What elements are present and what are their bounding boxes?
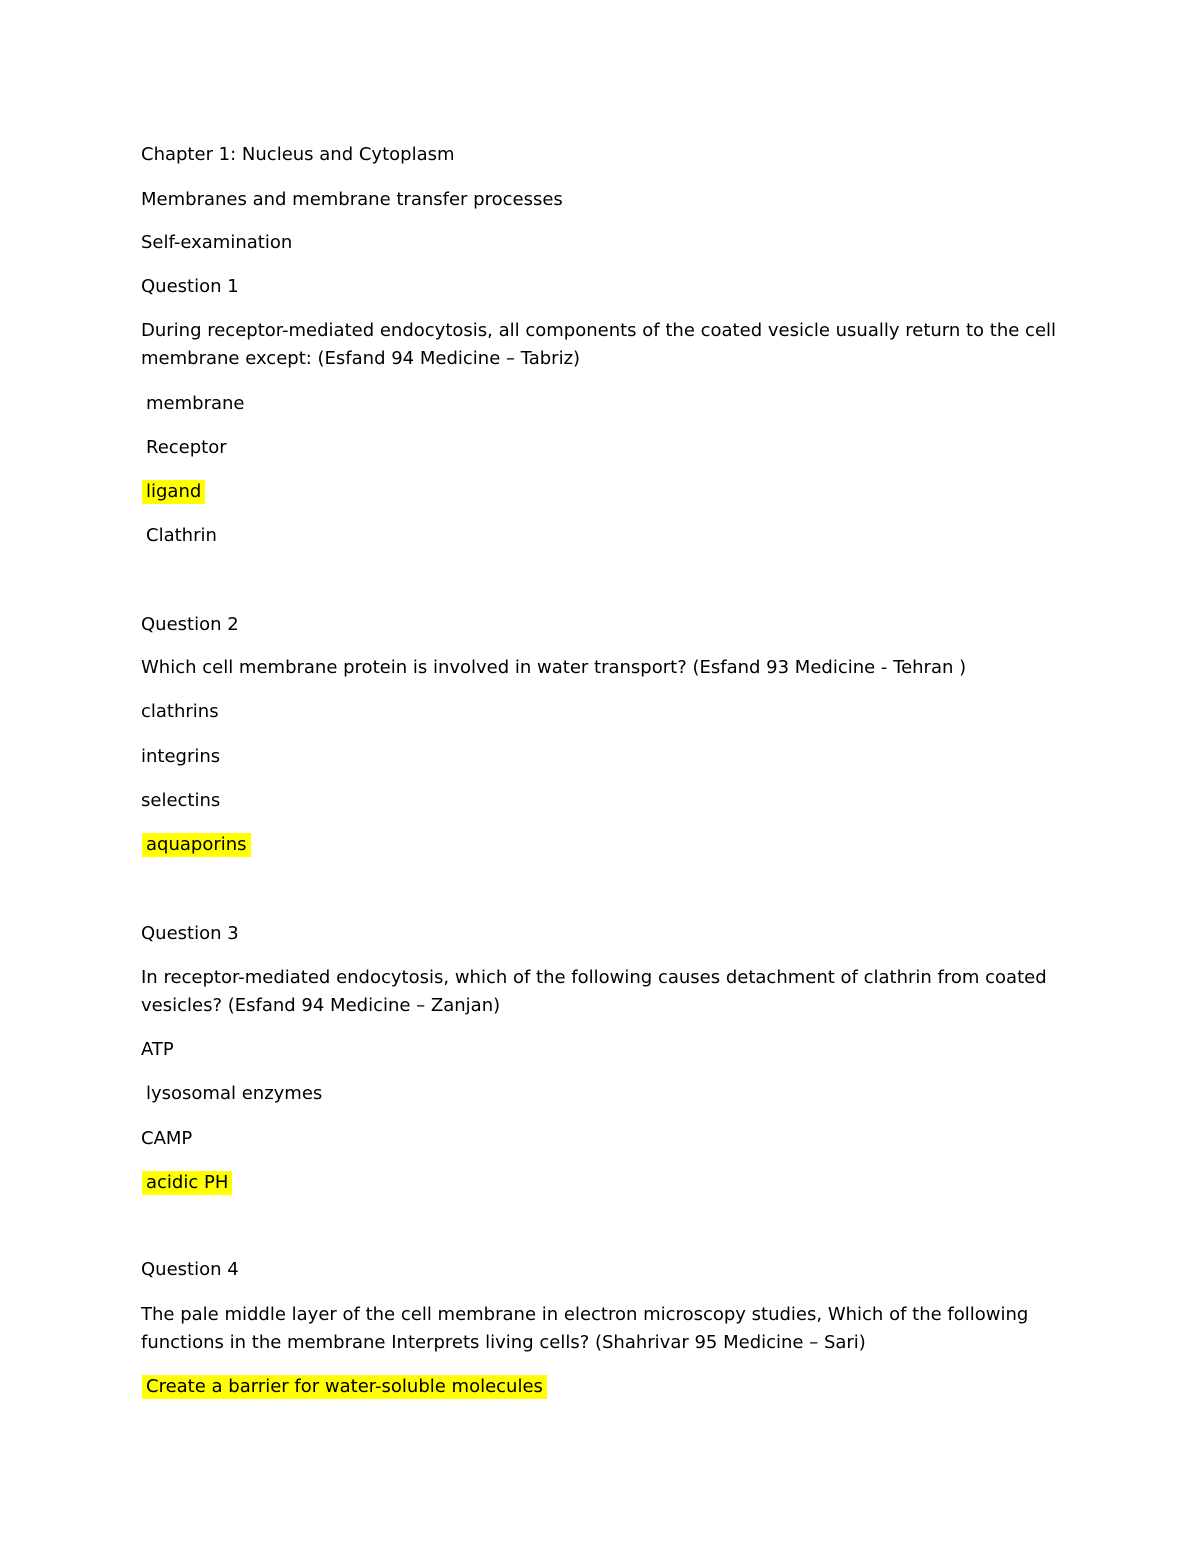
- question-4-option-1: [146, 1375, 547, 1399]
- question-1-option-3: [146, 480, 205, 504]
- question-3-option-2: lysosomal enzymes: [146, 1083, 323, 1104]
- question-3-label: Question 3: [141, 923, 239, 944]
- question-2-option-2: integrins: [141, 746, 221, 767]
- question-1-option-4: Clathrin: [146, 525, 217, 546]
- question-4-text-line2: functions in the membrane Interprets living cells? (Shahrivar 95 Medicine – Sari): [141, 1332, 866, 1353]
- question-1-option-2: Receptor: [146, 437, 227, 458]
- question-2-option-1: clathrins: [141, 701, 219, 722]
- question-4-answer-highlight: Create a barrier for water-soluble molecules: [142, 1375, 547, 1399]
- question-1-option-1: membrane: [146, 393, 245, 414]
- question-2-answer-highlight: aquaporins: [142, 833, 251, 857]
- question-1-text-line1: During receptor-mediated endocytosis, all components of the coated vesicle usually return to the cell: [141, 320, 1057, 341]
- question-4-text-line1: The pale middle layer of the cell membrane in electron microscopy studies, Which of the following: [141, 1304, 1029, 1325]
- question-3-option-4: [146, 1171, 232, 1195]
- question-1-text-line2: membrane except: (Esfand 94 Medicine – Tabriz): [141, 348, 581, 369]
- chapter-title: Chapter 1: Nucleus and Cytoplasm: [141, 144, 455, 165]
- question-3-text-line1: In receptor-mediated endocytosis, which of the following causes detachment of clathrin from coated: [141, 967, 1047, 988]
- question-2-option-4: [146, 833, 251, 857]
- question-4-label: Question 4: [141, 1259, 239, 1280]
- section-title: Membranes and membrane transfer processes: [141, 189, 563, 210]
- question-2-text-line1: Which cell membrane protein is involved in water transport? (Esfand 93 Medicine - Tehran ): [141, 657, 967, 678]
- question-3-text-line2: vesicles? (Esfand 94 Medicine – Zanjan): [141, 995, 501, 1016]
- question-1-label: Question 1: [141, 276, 239, 297]
- question-2-option-3: selectins: [141, 790, 221, 811]
- subtitle: Self-examination: [141, 232, 293, 253]
- question-3-option-1: ATP: [141, 1039, 174, 1060]
- question-3-answer-highlight: acidic PH: [142, 1171, 232, 1195]
- question-3-option-3: CAMP: [141, 1128, 193, 1149]
- question-2-label: Question 2: [141, 614, 239, 635]
- question-1-answer-highlight: ligand: [142, 480, 205, 504]
